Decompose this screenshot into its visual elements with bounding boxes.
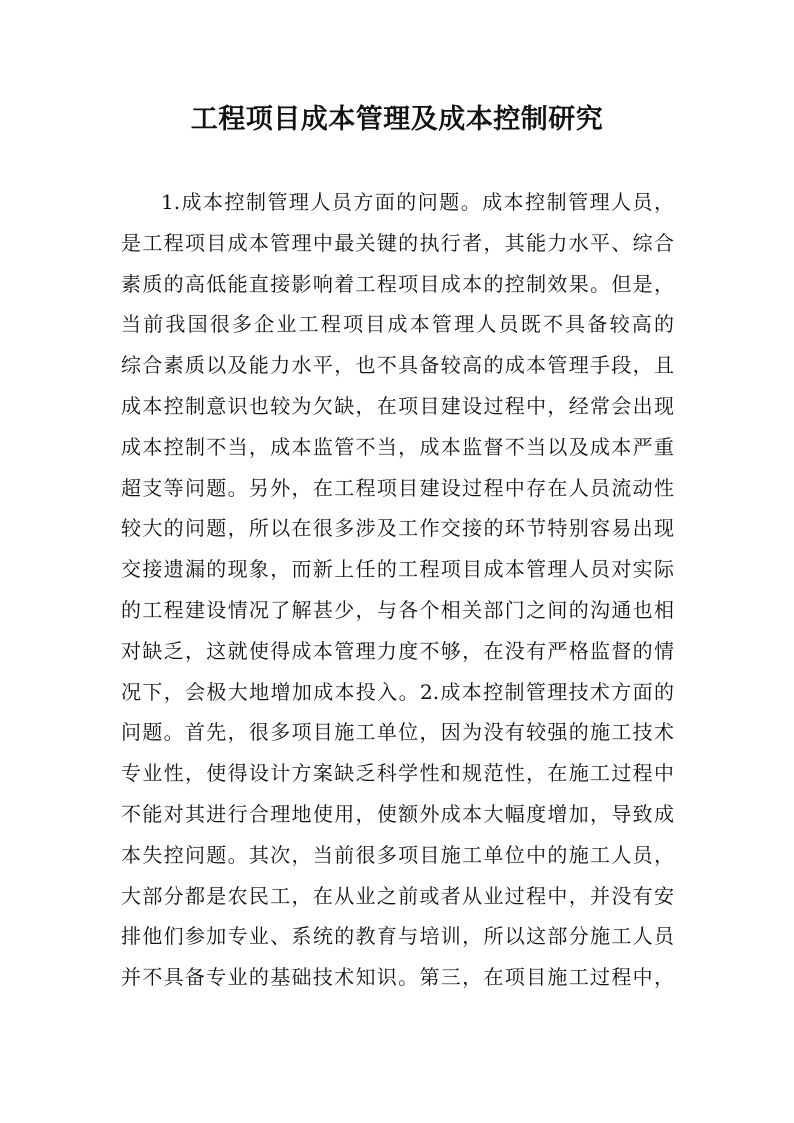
text-line: 的工程建设情况了解甚少，与各个相关部门之间的沟通也相 [121,597,674,622]
text-line: 当前我国很多企业工程项目成本管理人员既不具备较高的 [121,312,674,337]
text-line: 交接遗漏的现象，而新上任的工程项目成本管理人员对实际 [121,557,674,582]
text-line: 专业性，使得设计方案缺乏科学性和规范性，在施工过程中 [121,761,674,786]
text-line: 大部分都是农民工，在从业之前或者从业过程中，并没有安 [121,883,674,908]
text-line: 排他们参加专业、系统的教育与培训，所以这部分施工人员 [121,924,674,949]
text-line: 本失控问题。其次，当前很多项目施工单位中的施工人员， [121,842,674,867]
text-line: 1.成本控制管理人员方面的问题。成本控制管理人员， [161,190,674,214]
text-line: 是工程项目成本管理中最关键的执行者，其能力水平、综合 [121,230,674,255]
document-title: 工程项目成本管理及成本控制研究 [190,104,604,135]
text-line: 不能对其进行合理地使用，使额外成本大幅度增加，导致成 [121,801,674,826]
text-line: 对缺乏，这就使得成本管理力度不够，在没有严格监督的情 [121,638,674,663]
body-paragraph [121,182,674,998]
text-line: 况下，会极大地增加成本投入。2.成本控制管理技术方面的 [121,679,674,704]
text-line: 问题。首先，很多项目施工单位，因为没有较强的施工技术 [121,720,674,745]
text-line: 超支等问题。另外，在工程项目建设过程中存在人员流动性 [121,475,674,500]
text-line: 并不具备专业的基础技术知识。第三，在项目施工过程中， [121,965,674,990]
text-line: 素质的高低能直接影响着工程项目成本的控制效果。但是， [121,271,674,296]
text-line: 综合素质以及能力水平，也不具备较高的成本管理手段，且 [121,353,674,378]
text-line: 成本控制不当，成本监管不当，成本监督不当以及成本严重 [121,434,674,459]
text-line: 成本控制意识也较为欠缺，在项目建设过程中，经常会出现 [121,393,674,418]
text-line: 较大的问题，所以在很多涉及工作交接的环节特别容易出现 [121,516,674,541]
